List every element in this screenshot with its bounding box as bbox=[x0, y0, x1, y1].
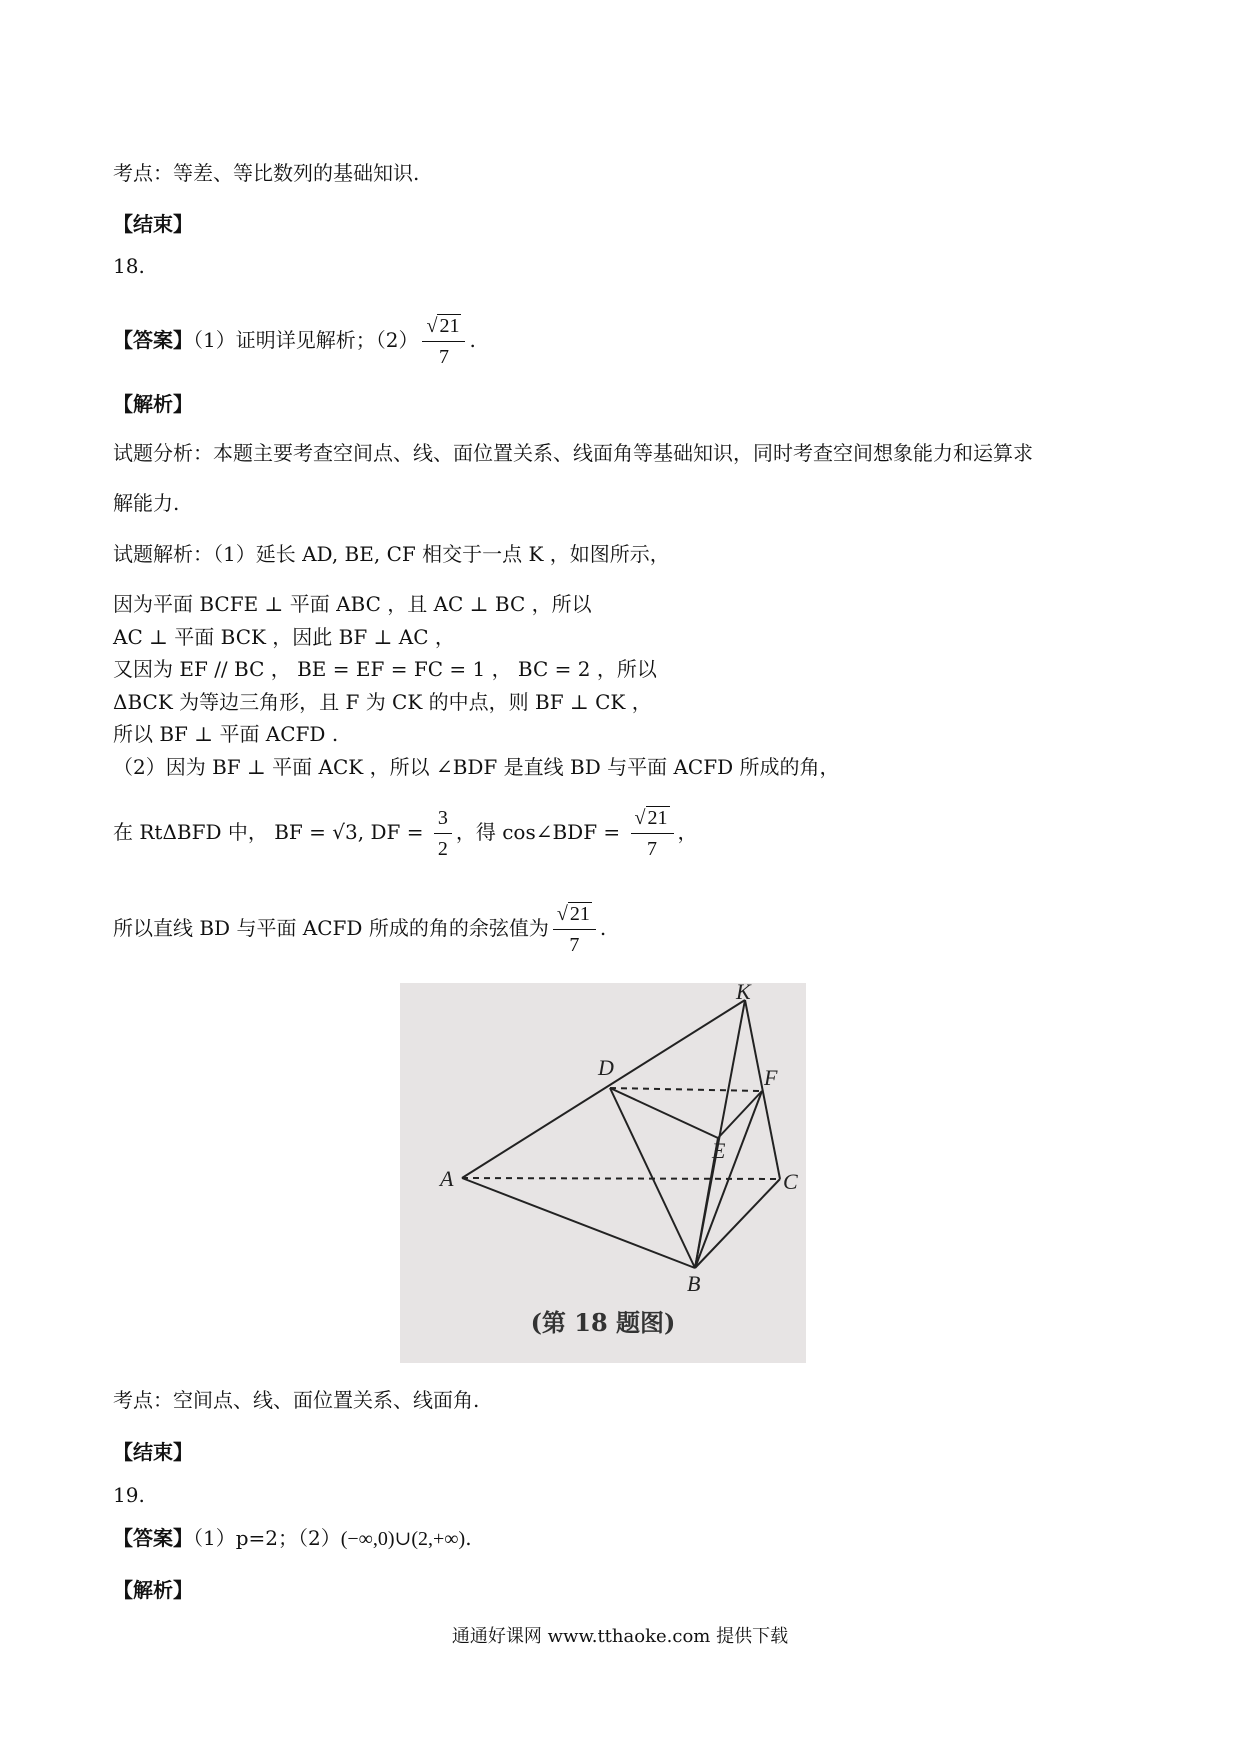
answer-interval: (−∞,0)∪(2,+∞) bbox=[340, 1528, 466, 1550]
q19-answer: 【答案】（1）p=2；（2）(−∞,0)∪(2,+∞). bbox=[113, 1526, 472, 1550]
q18-solution-2: 因为平面 BCFE ⊥ 平面 ABC ，且 AC ⊥ BC ，所以 bbox=[113, 592, 592, 616]
q18-analysis-1: 试题分析：本题主要考查空间点、线、面位置关系、线面角等基础知识，同时考查空间想象能力和运算求 bbox=[113, 441, 1033, 465]
figure-18-svg bbox=[400, 983, 806, 1363]
q18-solution-7: （2）因为 BF ⊥ 平面 ACK ，所以 ∠BDF 是直线 BD 与平面 ACFD 所成的角， bbox=[113, 755, 840, 779]
q18-solution-6: 所以 BF ⊥ 平面 ACFD . bbox=[113, 722, 339, 746]
q18-solution-3: AC ⊥ 平面 BCK ，因此 BF ⊥ AC ， bbox=[113, 625, 455, 649]
q18-solution-5: ΔBCK 为等边三角形，且 F 为 CK 的中点，则 BF ⊥ CK ， bbox=[113, 690, 652, 714]
fraction-cos: $\frac{√ 21}{7}$ bbox=[631, 803, 674, 864]
figure-18 bbox=[400, 983, 806, 1363]
page-footer: 通通好课网 www.tthaoke.com 提供下载 bbox=[451, 1626, 789, 1647]
answer-label: 【答案】 bbox=[113, 1526, 193, 1550]
figure-background bbox=[400, 983, 806, 1363]
q18-end-marker: 【结束】 bbox=[113, 1440, 193, 1464]
q17-kaodian: 考点：等差、等比数列的基础知识. bbox=[113, 161, 420, 185]
q17-end-marker: 【结束】 bbox=[113, 212, 193, 236]
q18-answer: 【答案】（1）证明详见解析；（2） $\frac{√ 21}{7}$ . bbox=[113, 310, 476, 372]
q18-analysis-2: 解能力. bbox=[113, 491, 180, 515]
q18-solution-9: 所以直线 BD 与平面 ACFD 所成的角的余弦值为 $\frac{√ 21}{7}$ . bbox=[113, 898, 606, 960]
figure-caption: (第 18 题图) bbox=[530, 1308, 676, 1337]
answer-label: 【答案】 bbox=[113, 328, 193, 352]
label-E: E bbox=[712, 1138, 726, 1163]
q19-number: 19. bbox=[113, 1483, 145, 1507]
fraction-result: $\frac{√ 21}{7}$ bbox=[553, 899, 596, 960]
fraction-df: $\frac{3}{2}$ bbox=[434, 803, 452, 864]
q18-number: 18. bbox=[113, 254, 145, 278]
q18-jiexi-marker: 【解析】 bbox=[113, 392, 193, 416]
q18-solution-4: 又因为 EF // BC ， BE = EF = FC = 1 ， BC = 2 ，所以 bbox=[113, 657, 657, 681]
label-D: D bbox=[598, 1055, 614, 1080]
q18-solution-8: 在 RtΔBFD 中， BF = √3, DF = $\frac{3}{2}$ ，得 cos∠BDF = $\frac{√ 21}{7}$ ， bbox=[113, 802, 698, 864]
label-K: K bbox=[736, 983, 751, 1004]
label-A: A bbox=[440, 1166, 454, 1191]
label-F: F bbox=[764, 1065, 778, 1090]
label-B: B bbox=[687, 1271, 701, 1296]
answer-text: （1）p=2；（2） bbox=[193, 1526, 341, 1550]
q18-kaodian: 考点：空间点、线、面位置关系、线面角. bbox=[113, 1388, 480, 1412]
q19-jiexi-marker: 【解析】 bbox=[113, 1578, 193, 1602]
answer-text: （1）证明详见解析；（2） bbox=[193, 328, 419, 352]
q18-solution-1: 试题解析：（1）延长 AD, BE, CF 相交于一点 K ，如图所示， bbox=[113, 542, 670, 566]
label-C: C bbox=[783, 1169, 798, 1194]
answer-fraction: $\frac{√ 21}{7}$ bbox=[422, 311, 465, 372]
